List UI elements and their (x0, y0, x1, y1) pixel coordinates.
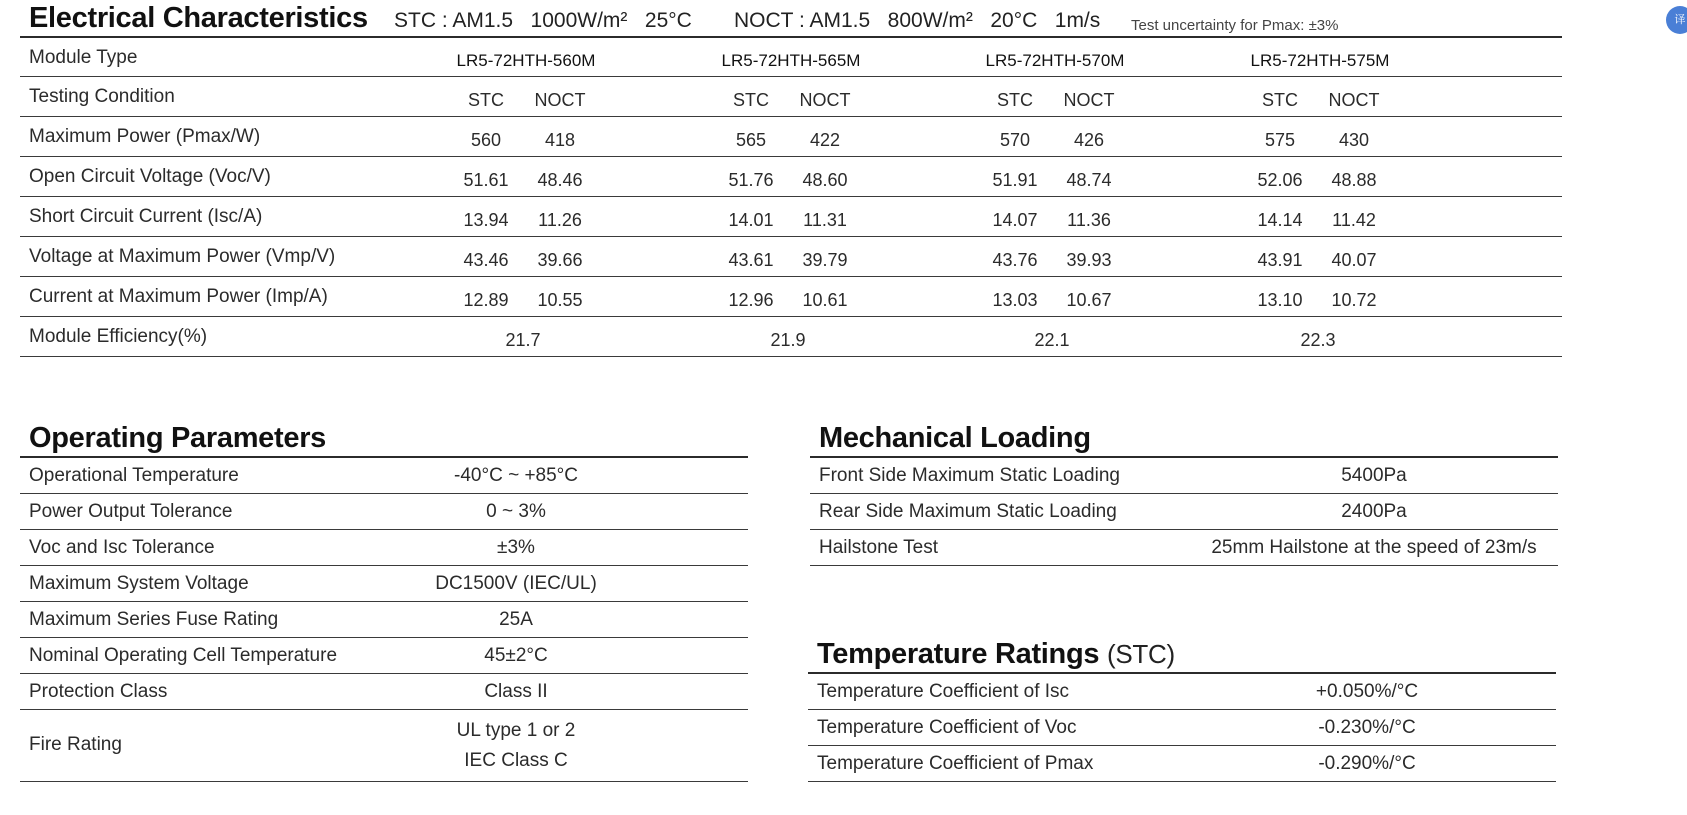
coefficient-row (808, 746, 1556, 782)
param-value: Class II (484, 681, 548, 702)
temperature-header (808, 636, 1556, 674)
value-cell: 10.61 (802, 290, 848, 310)
value-cell: 418 (544, 130, 576, 150)
voltage-max-power-row (20, 237, 1562, 277)
module-type-cell: LR5-72HTH-575M (1250, 51, 1390, 70)
electrical-characteristics-section (20, 0, 1562, 357)
value-cell: 14.07 (992, 210, 1038, 230)
value-cell: 43.76 (992, 250, 1038, 270)
value-cell: 570 (999, 130, 1031, 150)
value-cell: 422 (809, 130, 841, 150)
coefficient-value: -0.290%/°C (1318, 753, 1416, 774)
temperature-title-suffix: (STC) (1106, 639, 1175, 669)
row-label: Current at Maximum Power (Imp/A) (29, 286, 328, 307)
row-label: Open Circuit Voltage (Voc/V) (29, 166, 271, 187)
row-label: Voltage at Maximum Power (Vmp/V) (29, 246, 336, 267)
value-cell: 48.46 (537, 170, 583, 190)
param-label: Maximum System Voltage (29, 573, 249, 594)
value-cell: 13.10 (1257, 290, 1303, 310)
value-cell: 43.61 (728, 250, 774, 270)
fire-rating-row (20, 710, 748, 782)
value-cell: 51.76 (728, 170, 774, 190)
param-row (20, 602, 748, 638)
value-cell: 43.46 (463, 250, 509, 270)
loading-row (810, 494, 1558, 530)
param-row (20, 638, 748, 674)
condition-noct: NOCT (799, 90, 851, 110)
temperature-title (817, 638, 1175, 671)
value-cell: 48.74 (1066, 170, 1112, 190)
param-label: Voc and Isc Tolerance (29, 537, 215, 558)
value-cell: 11.36 (1067, 210, 1111, 230)
value-cell: 11.31 (803, 210, 847, 230)
coefficient-label: Temperature Coefficient of Voc (817, 717, 1077, 738)
temperature-title-text: Temperature Ratings (817, 638, 1100, 670)
operating-header (20, 420, 748, 458)
param-row (20, 566, 748, 602)
value-cell: 51.61 (463, 170, 509, 190)
param-label: Power Output Tolerance (29, 501, 233, 522)
testing-condition-label: Testing Condition (29, 86, 175, 107)
current-max-power-row (20, 277, 1562, 317)
module-type-row (20, 38, 1562, 77)
param-label: Maximum Series Fuse Rating (29, 609, 279, 630)
value-cell: 13.03 (992, 290, 1038, 310)
row-label: Maximum Power (Pmax/W) (29, 126, 261, 147)
value-cell: 10.55 (537, 290, 583, 310)
mechanical-title: Mechanical Loading (819, 422, 1091, 454)
condition-noct: NOCT (534, 90, 586, 110)
module-type-cell: LR5-72HTH-560M (456, 51, 596, 70)
param-value: 0 ~ 3% (486, 501, 546, 522)
value-cell: 575 (1264, 130, 1296, 150)
value-cell: 51.91 (992, 170, 1038, 190)
param-label: Nominal Operating Cell Temperature (29, 645, 338, 666)
param-row (20, 530, 748, 566)
translate-icon[interactable]: 译 (1666, 6, 1687, 34)
temperature-ratings-section (808, 636, 1556, 782)
param-value: -40°C ~ +85°C (454, 465, 578, 486)
condition-stc: STC (997, 90, 1033, 110)
value-cell: 22.1 (1034, 330, 1070, 350)
mechanical-loading-section (810, 420, 1558, 566)
value-cell: 426 (1073, 130, 1105, 150)
value-cell: 39.79 (802, 250, 848, 270)
param-value: 45±2°C (484, 645, 548, 666)
open-circuit-voltage-row (20, 157, 1562, 197)
row-label: Short Circuit Current (Isc/A) (29, 206, 263, 227)
loading-value: 2400Pa (1341, 501, 1407, 522)
module-type-label: Module Type (29, 47, 138, 68)
condition-stc: STC (1262, 90, 1298, 110)
value-cell: 14.14 (1257, 210, 1303, 230)
loading-row (810, 530, 1558, 566)
loading-label: Rear Side Maximum Static Loading (819, 501, 1117, 522)
param-value: DC1500V (IEC/UL) (435, 573, 597, 594)
value-cell: 43.91 (1257, 250, 1303, 270)
value-cell: 48.88 (1331, 170, 1377, 190)
stc-condition: STC : AM1.5 1000W/m² 25°C (394, 9, 692, 32)
maximum-power-row (20, 117, 1562, 157)
param-value: ±3% (497, 537, 535, 558)
value-cell: 560 (470, 130, 502, 150)
module-type-cell: LR5-72HTH-565M (721, 51, 861, 70)
test-uncertainty: Test uncertainty for Pmax: ±3% (1131, 17, 1339, 34)
value-cell: 21.7 (505, 330, 541, 350)
param-value: 25A (499, 609, 533, 630)
condition-noct: NOCT (1063, 90, 1115, 110)
fire-rating-line1: UL type 1 or 2 (456, 720, 576, 741)
param-row (20, 494, 748, 530)
loading-value: 25mm Hailstone at the speed of 23m/s (1211, 537, 1537, 558)
value-cell: 10.72 (1331, 290, 1377, 310)
loading-label: Hailstone Test (819, 537, 938, 558)
condition-noct: NOCT (1328, 90, 1380, 110)
value-cell: 40.07 (1331, 250, 1377, 270)
testing-condition-row (20, 77, 1562, 117)
electrical-title: Electrical Characteristics (29, 2, 368, 34)
loading-label: Front Side Maximum Static Loading (819, 465, 1120, 486)
param-row (20, 674, 748, 710)
loading-value: 5400Pa (1341, 465, 1407, 486)
value-cell: 11.26 (538, 210, 582, 230)
value-cell: 52.06 (1257, 170, 1303, 190)
coefficient-label: Temperature Coefficient of Isc (817, 681, 1070, 702)
value-cell: 39.93 (1066, 250, 1112, 270)
operating-title: Operating Parameters (29, 422, 327, 454)
row-label: Module Efficiency(%) (29, 326, 208, 347)
value-cell: 11.42 (1332, 210, 1376, 230)
param-label: Fire Rating (29, 734, 122, 755)
value-cell: 21.9 (770, 330, 806, 350)
value-cell: 39.66 (537, 250, 583, 270)
condition-stc: STC (468, 90, 504, 110)
value-cell: 430 (1338, 130, 1370, 150)
param-label: Protection Class (29, 681, 168, 702)
coefficient-value: +0.050%/°C (1315, 681, 1419, 702)
param-label: Operational Temperature (29, 465, 239, 486)
coefficient-label: Temperature Coefficient of Pmax (817, 753, 1094, 774)
value-cell: 14.01 (728, 210, 774, 230)
value-cell: 22.3 (1300, 330, 1336, 350)
operating-parameters-section (20, 420, 748, 782)
value-cell: 13.94 (463, 210, 509, 230)
short-circuit-current-row (20, 197, 1562, 237)
coefficient-row (808, 710, 1556, 746)
param-row (20, 458, 748, 494)
loading-row (810, 458, 1558, 494)
fire-rating-line2: IEC Class C (464, 750, 568, 771)
condition-stc: STC (733, 90, 769, 110)
coefficient-row (808, 674, 1556, 710)
mechanical-header (810, 420, 1558, 458)
module-efficiency-row (20, 317, 1562, 357)
value-cell: 12.96 (728, 290, 774, 310)
module-type-cell: LR5-72HTH-570M (985, 51, 1125, 70)
value-cell: 12.89 (463, 290, 509, 310)
noct-condition: NOCT : AM1.5 800W/m² 20°C 1m/s (734, 9, 1101, 32)
electrical-header (20, 0, 1562, 38)
coefficient-value: -0.230%/°C (1318, 717, 1416, 738)
value-cell: 10.67 (1066, 290, 1112, 310)
value-cell: 565 (735, 130, 767, 150)
value-cell: 48.60 (802, 170, 848, 190)
